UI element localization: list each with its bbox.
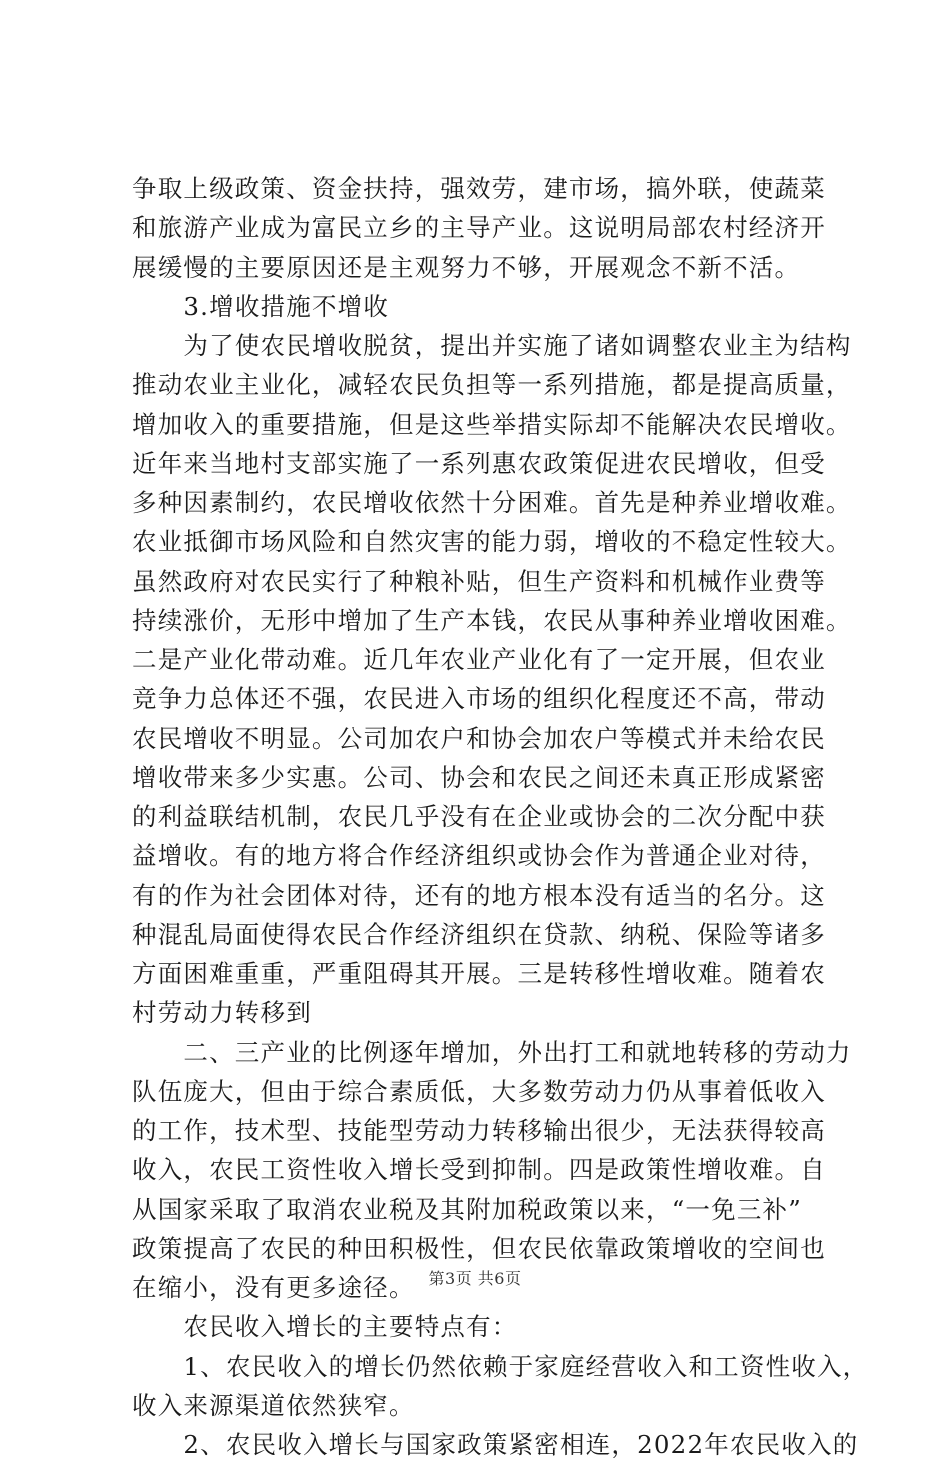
text-line: 种混乱局面使得农民合作经济组织在贷款、纳税、保险等诸多 <box>132 919 826 949</box>
text-line: 农业抵御市场风险和自然灾害的能力弱，增收的不稳定性较大。 <box>132 527 852 557</box>
list-item: 2、农民收入增长与国家政策紧密相连，2022年农民收入的 <box>132 1430 859 1459</box>
list-item: 1、农民收入的增长仍然依赖于家庭经营收入和工资性收入， <box>132 1351 869 1381</box>
text-line: 增收带来多少实惠。公司、协会和农民之间还未真正形成紧密 <box>132 762 826 792</box>
text-line: 二、三产业的比例逐年增加，外出打工和就地转移的劳动力 <box>132 1037 852 1067</box>
text-line: 展缓慢的主要原因还是主观努力不够，开展观念不新不活。 <box>132 252 801 282</box>
text-line: 为了使农民增收脱贫，提出并实施了诸如调整农业主为结构 <box>132 331 852 360</box>
text-line: 多种因素制约，农民增收依然十分困难。首先是种养业增收难。 <box>132 488 852 517</box>
text-line: 有的作为社会团体对待，还有的地方根本没有适当的名分。这 <box>132 880 826 910</box>
text-line: 近年来当地村支部实施了一系列惠农政策促进农民增收，但受 <box>132 448 826 478</box>
text-line: 收入，农民工资性收入增长受到抑制。四是政策性增收难。自 <box>132 1155 826 1185</box>
text-line: 持续涨价，无形中增加了生产本钱，农民从事种养业增收困难。 <box>132 605 852 635</box>
text-line: 的利益联结机制，农民几乎没有在企业或协会的二次分配中获 <box>132 802 826 831</box>
text-line: 竞争力总体还不强，农民进入市场的组织化程度还不高，带动 <box>132 684 826 714</box>
text-line: 虽然政府对农民实行了种粮补贴，但生产资料和机械作业费等 <box>132 566 826 596</box>
text-line: 收入来源渠道依然狭窄。 <box>132 1390 415 1420</box>
text-line: 和旅游产业成为富民立乡的主导产业。这说明局部农村经济开 <box>132 213 826 243</box>
text-line: 方面困难重重，严重阻碍其开展。三是转移性增收难。随着农 <box>132 959 826 988</box>
text-line: 争取上级政策、资金扶持，强效劳，建市场，搞外联，使蔬菜 <box>132 174 826 203</box>
text-line: 队伍庞大，但由于综合素质低，大多数劳动力仍从事着低收入 <box>132 1076 826 1106</box>
text-line: 益增收。有的地方将合作经济组织或协会作为普通企业对待， <box>132 841 826 871</box>
text-line: 的工作，技术型、技能型劳动力转移输出很少，无法获得较高 <box>132 1116 826 1145</box>
text-line: 村劳动力转移到 <box>132 998 312 1028</box>
text-line: 增加收入的重要措施，但是这些举措实际却不能解决农民增收。 <box>132 409 852 439</box>
text-line: 在缩小，没有更多途径。 <box>132 1273 415 1302</box>
text-line: 农民增收不明显。公司加农户和协会加农户等模式并未给农民 <box>132 723 826 753</box>
section-heading: 3.增收措施不增收 <box>132 291 390 321</box>
text-line: 推动农业主业化，减轻农民负担等一系列措施，都是提高质量， <box>132 370 852 400</box>
text-line: 政策提高了农民的种田积极性，但农民依靠政策增收的空间也 <box>132 1233 826 1263</box>
text-line: 从国家采取了取消农业税及其附加税政策以来，“一免三补” <box>132 1194 802 1224</box>
page-number: 第3页 共6页 <box>428 1269 522 1288</box>
text-line: 农民收入增长的主要特点有： <box>132 1312 518 1342</box>
text-line: 二是产业化带动难。近几年农业产业化有了一定开展，但农业 <box>132 645 826 674</box>
